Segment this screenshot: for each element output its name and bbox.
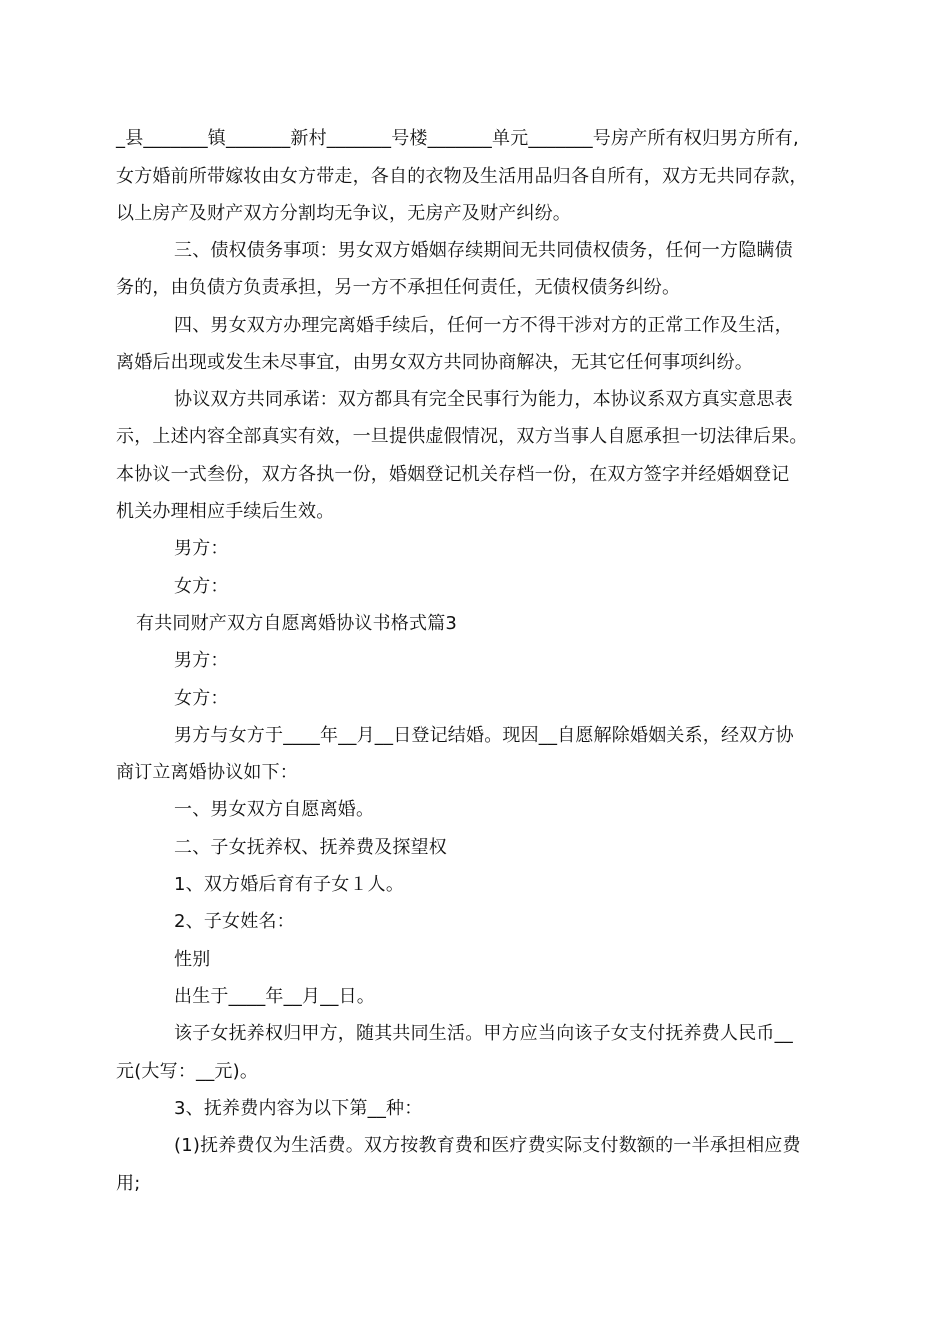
text-line: 以上房产及财产双方分割均无争议，无房产及财产纠纷。 [116,203,571,224]
text-line: 一、男女双方自愿离婚。 [174,799,375,820]
section-title: 有共同财产双方自愿离婚协议书格式篇3 [136,613,458,634]
text-line: 该子女抚养权归甲方，随其共同生活。甲方应当向该子女支付抚养费人民币__ [174,1023,793,1044]
text-line: 3、抚养费内容为以下第__种： [174,1098,423,1119]
text-line: 商订立离婚协议如下： [116,762,298,783]
text-line: 务的，由负债方负责承担，另一方不承担任何责任，无债权债务纠纷。 [116,277,681,298]
text-line: 女方婚前所带嫁妆由女方带走，各自的衣物及生活用品归各自所有，双方无共同存款， [116,166,808,187]
signature-label-female: 女方： [174,576,229,597]
text-line: 2、子女姓名： [174,911,295,932]
text-line: 示，上述内容全部真实有效，一旦提供虚假情况，双方当事人自愿承担一切法律后果。 [116,426,808,447]
text-line: (1)抚养费仅为生活费。双方按教育费和医疗费实际支付数额的一半承担相应费 [174,1135,801,1156]
text-line: 元(大写：__元)。 [116,1061,259,1082]
text-line: 机关办理相应手续后生效。 [116,501,335,522]
text-line: 本协议一式叁份，双方各执一份，婚姻登记机关存档一份，在双方签字并经婚姻登记 [116,464,790,485]
text-line: 男方与女方于____年__月__日登记结婚。现因__自愿解除婚姻关系，经双方协 [174,725,794,746]
text-line: 用; [116,1173,141,1194]
text-line: 协议双方共同承诺：双方都具有完全民事行为能力，本协议系双方真实意思表 [174,389,793,410]
text-line: 二、子女抚养权、抚养费及探望权 [174,837,447,858]
text-line: 出生于____年__月__日。 [174,986,375,1007]
party-label-male: 男方： [174,650,229,671]
text-line: 四、男女双方办理完离婚手续后，任何一方不得干涉对方的正常工作及生活， [174,315,793,336]
text-line: 1、双方婚后育有子女１人。 [174,874,405,895]
signature-label-male: 男方： [174,538,229,559]
text-line: _县_______镇_______新村_______号楼_______单元_______号房产所有权归男方所有, [116,128,799,149]
text-line: 离婚后出现或发生未尽事宜，由男女双方共同协商解决，无其它任何事项纠纷。 [116,352,753,373]
text-line: 三、债权债务事项：男女双方婚姻存续期间无共同债权债务，任何一方隐瞒债 [174,240,793,261]
party-label-female: 女方： [174,688,229,709]
text-line: 性别 [174,949,211,970]
